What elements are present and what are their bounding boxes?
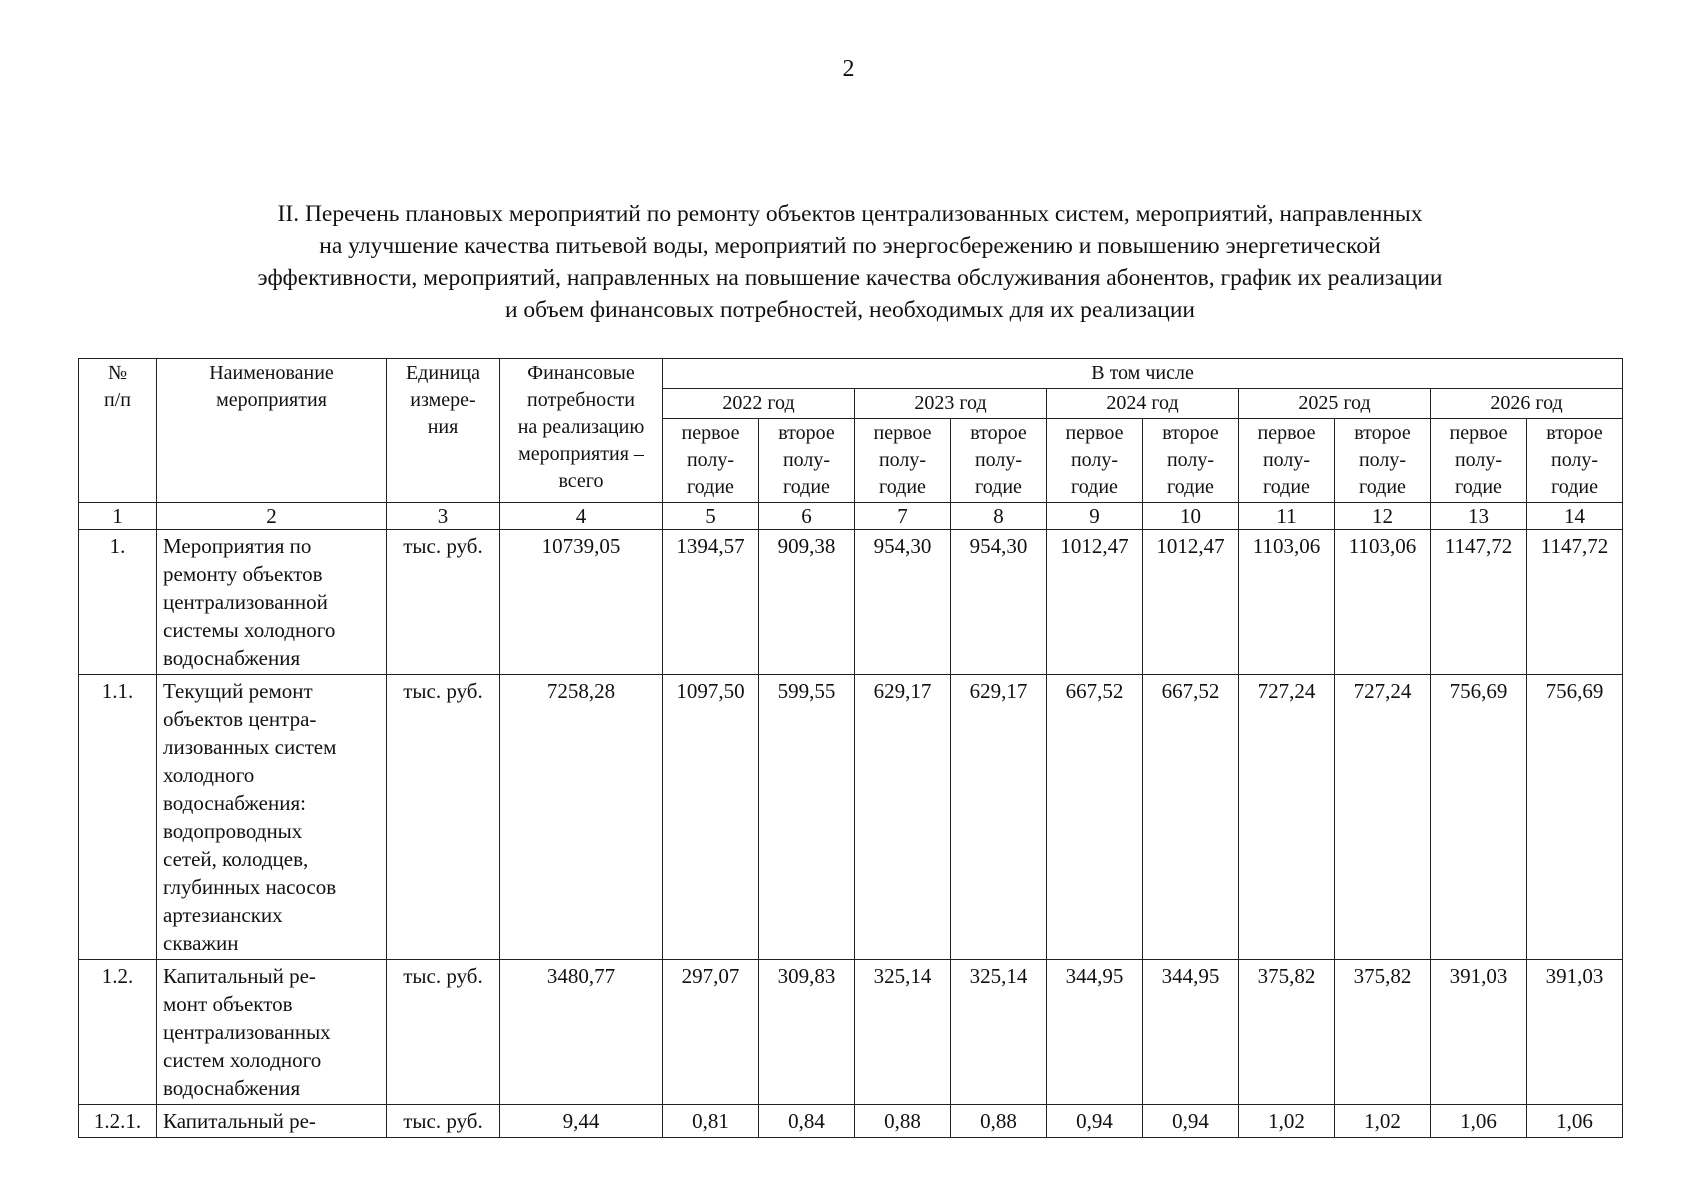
table-header <box>79 359 1623 503</box>
row-name: Мероприятия по ремонту объектов централизованной системы холодного водоснабжения <box>157 530 387 675</box>
row-value: 1012,47 <box>1143 530 1239 675</box>
row-unit: тыс. руб. <box>387 530 500 675</box>
column-number: 11 <box>1239 503 1335 530</box>
row-value: 1147,72 <box>1527 530 1623 675</box>
header-year: 2023 год <box>855 389 1047 419</box>
header-half-second: второе полу- годие <box>1335 419 1431 503</box>
title-line: на улучшение качества питьевой воды, мероприятий по энергосбережению и повышению энергетической <box>319 233 1381 259</box>
column-numbers-row <box>79 503 1623 530</box>
row-value: 1394,57 <box>663 530 759 675</box>
row-name: Капитальный ре- монт объектов централизованных систем холодного водоснабжения <box>157 960 387 1105</box>
row-value: 375,82 <box>1239 960 1335 1105</box>
row-value: 667,52 <box>1047 675 1143 960</box>
header-half-first: первое полу- годие <box>1431 419 1527 503</box>
plan-table <box>78 358 1623 1138</box>
page-number: 2 <box>842 56 855 82</box>
row-value: 0,81 <box>663 1105 759 1138</box>
row-value: 391,03 <box>1431 960 1527 1105</box>
header-year: 2025 год <box>1239 389 1431 419</box>
row-value: 909,38 <box>759 530 855 675</box>
title-line: эффективности, мероприятий, направленных на повышение качества обслуживания абонентов, график их реализации <box>257 265 1443 291</box>
header-total: Финансовые потребности на реализацию мероприятия – всего <box>500 359 663 503</box>
row-value: 667,52 <box>1143 675 1239 960</box>
title-line: II. Перечень плановых мероприятий по ремонту объектов централизованных систем, мероприятий, направленных <box>277 201 1423 227</box>
row-value: 954,30 <box>951 530 1047 675</box>
row-value: 344,95 <box>1047 960 1143 1105</box>
row-value: 1147,72 <box>1431 530 1527 675</box>
row-value: 599,55 <box>759 675 855 960</box>
row-name: Капитальный ре- <box>157 1105 387 1138</box>
row-value: 309,83 <box>759 960 855 1105</box>
header-half-first: первое полу- годие <box>1047 419 1143 503</box>
row-value: 1103,06 <box>1335 530 1431 675</box>
header-year: 2026 год <box>1431 389 1623 419</box>
row-value: 0,88 <box>951 1105 1047 1138</box>
column-number: 9 <box>1047 503 1143 530</box>
row-value: 727,24 <box>1239 675 1335 960</box>
header-half-first: первое полу- годие <box>663 419 759 503</box>
row-value: 1012,47 <box>1047 530 1143 675</box>
row-value: 1,02 <box>1335 1105 1431 1138</box>
column-number: 8 <box>951 503 1047 530</box>
row-value: 629,17 <box>951 675 1047 960</box>
row-value: 325,14 <box>855 960 951 1105</box>
row-value: 375,82 <box>1335 960 1431 1105</box>
header-num: № п/п <box>79 359 157 503</box>
row-value: 1,06 <box>1431 1105 1527 1138</box>
table-row <box>79 1105 1623 1138</box>
column-number: 7 <box>855 503 951 530</box>
row-value: 954,30 <box>855 530 951 675</box>
row-value: 0,88 <box>855 1105 951 1138</box>
row-value: 391,03 <box>1527 960 1623 1105</box>
header-unit: Единица измере- ния <box>387 359 500 503</box>
row-value: 727,24 <box>1335 675 1431 960</box>
row-value: 1,06 <box>1527 1105 1623 1138</box>
row-unit: тыс. руб. <box>387 675 500 960</box>
row-value: 0,94 <box>1047 1105 1143 1138</box>
column-number: 4 <box>500 503 663 530</box>
row-total: 3480,77 <box>500 960 663 1105</box>
title-line: и объем финансовых потребностей, необходимых для их реализации <box>504 297 1196 323</box>
header-half-second: второе полу- годие <box>759 419 855 503</box>
table-row <box>79 960 1623 1105</box>
row-name: Текущий ремонт объектов центра- лизованных систем холодного водоснабжения: водопроводных сетей, колодцев, глубинных насосов артезианских скважин <box>157 675 387 960</box>
column-number: 3 <box>387 503 500 530</box>
header-half-second: второе полу- годие <box>1527 419 1623 503</box>
column-number: 14 <box>1527 503 1623 530</box>
row-unit: тыс. руб. <box>387 1105 500 1138</box>
row-value: 1,02 <box>1239 1105 1335 1138</box>
column-number: 1 <box>79 503 157 530</box>
header-year: 2022 год <box>663 389 855 419</box>
column-number: 6 <box>759 503 855 530</box>
document-title <box>110 198 1590 326</box>
header-half-first: первое полу- годие <box>1239 419 1335 503</box>
row-value: 0,94 <box>1143 1105 1239 1138</box>
row-value: 629,17 <box>855 675 951 960</box>
header-including: В том числе <box>663 359 1623 389</box>
row-value: 344,95 <box>1143 960 1239 1105</box>
column-number: 12 <box>1335 503 1431 530</box>
header-half-first: первое полу- годие <box>855 419 951 503</box>
row-value: 325,14 <box>951 960 1047 1105</box>
row-value: 756,69 <box>1527 675 1623 960</box>
row-number: 1.1. <box>79 675 157 960</box>
column-number: 13 <box>1431 503 1527 530</box>
header-half-second: второе полу- годие <box>951 419 1047 503</box>
table-row <box>79 675 1623 960</box>
row-number: 1. <box>79 530 157 675</box>
table-body <box>79 503 1623 1138</box>
row-total: 9,44 <box>500 1105 663 1138</box>
row-total: 10739,05 <box>500 530 663 675</box>
row-value: 297,07 <box>663 960 759 1105</box>
row-total: 7258,28 <box>500 675 663 960</box>
header-half-second: второе полу- годие <box>1143 419 1239 503</box>
row-value: 756,69 <box>1431 675 1527 960</box>
row-unit: тыс. руб. <box>387 960 500 1105</box>
row-value: 1097,50 <box>663 675 759 960</box>
row-number: 1.2. <box>79 960 157 1105</box>
column-number: 5 <box>663 503 759 530</box>
row-number: 1.2.1. <box>79 1105 157 1138</box>
column-number: 2 <box>157 503 387 530</box>
column-number: 10 <box>1143 503 1239 530</box>
table-row <box>79 530 1623 675</box>
header-year: 2024 год <box>1047 389 1239 419</box>
row-value: 0,84 <box>759 1105 855 1138</box>
header-name: Наименование мероприятия <box>157 359 387 503</box>
row-value: 1103,06 <box>1239 530 1335 675</box>
